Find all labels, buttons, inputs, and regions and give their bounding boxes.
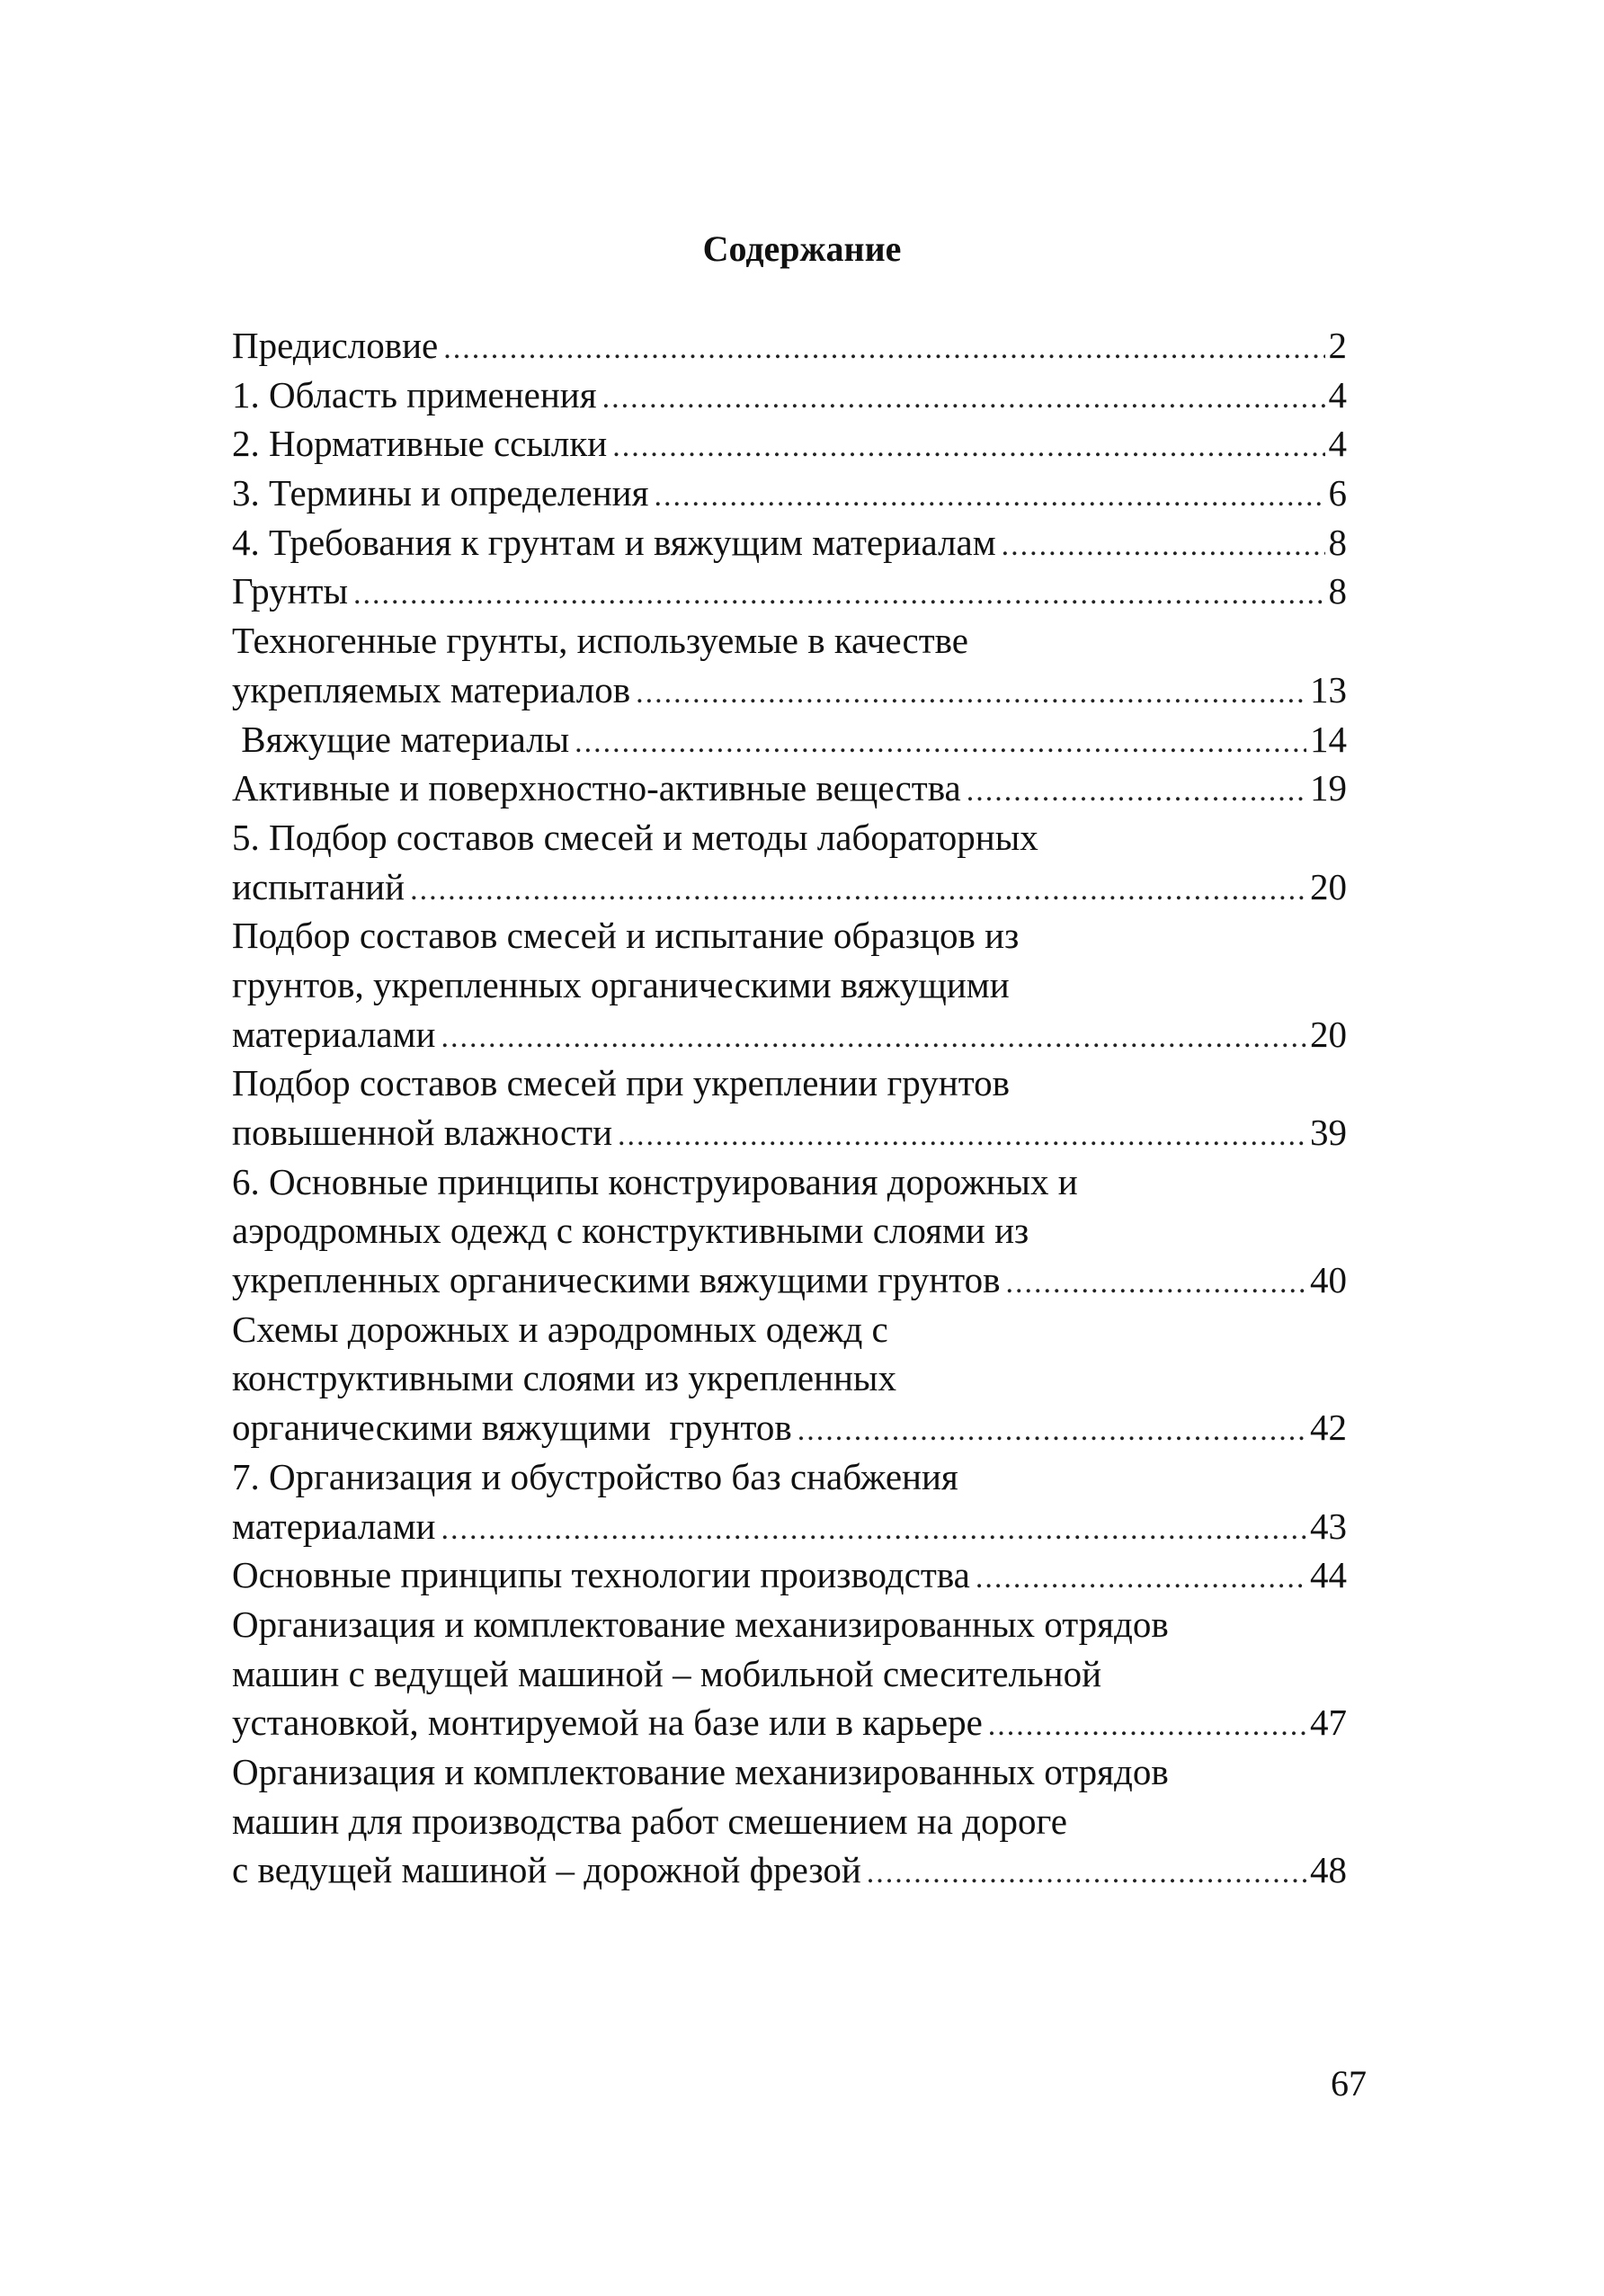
toc-page-number: 20 — [1310, 865, 1347, 907]
toc-entry-line — [232, 960, 1347, 1010]
toc-entry-line — [232, 911, 1347, 960]
toc-page-number: 43 — [1310, 1505, 1347, 1547]
toc-leader-dots — [1005, 1259, 1306, 1309]
toc-entry-text: Вяжущие материалы — [232, 718, 570, 760]
toc-leader-dots — [1002, 522, 1325, 571]
toc-entry — [232, 764, 1347, 813]
toc-entry-text: повышенной влажности — [232, 1112, 613, 1153]
toc-entry-text: 5. Подбор составов смесей и методы лабораторных — [232, 816, 1038, 858]
toc-entry-text: аэродромных одежд с конструктивными слоями из — [232, 1210, 1029, 1252]
toc-entry-text: Подбор составов смесей при укреплении грунтов — [232, 1062, 1010, 1104]
toc-leader-dots — [967, 767, 1306, 817]
toc-entry-text: Организация и комплектование механизированных отрядов — [232, 1603, 1169, 1645]
toc-page-number: 44 — [1310, 1554, 1347, 1596]
toc-entry — [232, 616, 1347, 714]
toc-entry-text: материалами — [232, 1013, 436, 1055]
toc-entry — [232, 321, 1347, 371]
toc-entry-line — [232, 1747, 1347, 1797]
toc-entry-text: машин для производства работ смешением на дороге — [232, 1800, 1068, 1842]
toc-entry-line — [232, 1305, 1347, 1354]
toc-entry-text: конструктивными слоями из укрепленных — [232, 1357, 896, 1399]
toc-leader-dots — [798, 1407, 1306, 1456]
toc-entry-line — [232, 715, 1347, 764]
toc-entry — [232, 1550, 1347, 1600]
toc-entry-text: 1. Область применения — [232, 373, 597, 415]
toc-entry-text: Основные принципы технологии производства — [232, 1554, 970, 1596]
toc-leader-dots — [636, 669, 1306, 719]
toc-entry-line — [232, 1010, 1347, 1059]
toc-entry-text: материалами — [232, 1505, 436, 1547]
toc-entry-text: Организация и комплектование механизированных отрядов — [232, 1750, 1169, 1792]
toc-entry-text: испытаний — [232, 865, 405, 907]
toc-entry-line — [232, 1157, 1347, 1207]
toc-entry-line — [232, 1353, 1347, 1403]
toc-entry-line — [232, 1845, 1347, 1895]
toc-entry-line — [232, 1550, 1347, 1600]
toc-leader-dots — [654, 472, 1324, 522]
toc-page-number: 8 — [1328, 521, 1347, 563]
toc-leader-dots — [988, 1702, 1306, 1751]
toc-entry-line — [232, 1452, 1347, 1502]
toc-entry-text: 2. Нормативные ссылки — [232, 423, 608, 465]
toc-leader-dots — [443, 325, 1324, 374]
toc-page-number: 4 — [1328, 423, 1347, 465]
toc-entry — [232, 1747, 1347, 1895]
toc-page-number: 4 — [1328, 373, 1347, 415]
toc-entry-line — [232, 419, 1347, 469]
toc-entry — [232, 911, 1347, 1059]
toc-entry-line — [232, 371, 1347, 420]
toc-entry-text: укрепляемых материалов — [232, 668, 631, 710]
toc-entry — [232, 1600, 1347, 1747]
toc-entry — [232, 813, 1347, 911]
toc-entry-line — [232, 764, 1347, 813]
toc-entry-text: 6. Основные принципы конструирования дорожных и — [232, 1160, 1078, 1202]
toc-entry-line — [232, 567, 1347, 616]
toc-entry-text: 3. Термины и определения — [232, 472, 649, 514]
toc-entry — [232, 419, 1347, 469]
toc-entry — [232, 1452, 1347, 1550]
toc-entry-line — [232, 1059, 1347, 1108]
page-title: Содержание — [702, 228, 902, 269]
toc-page-number: 13 — [1310, 668, 1347, 710]
toc-entry-text: 7. Организация и обустройство баз снабжения — [232, 1455, 958, 1497]
toc-entry — [232, 1059, 1347, 1157]
toc-entry-text: грунтов, укрепленных органическими вяжущими — [232, 963, 1010, 1005]
table-of-contents — [232, 321, 1347, 1895]
toc-page-number: 14 — [1310, 718, 1347, 760]
toc-entry-text: укрепленных органическими вяжущими грунтов — [232, 1259, 1001, 1301]
toc-page-number: 8 — [1328, 570, 1347, 612]
toc-entry-text: Грунты — [232, 570, 348, 612]
toc-entry-line — [232, 469, 1347, 518]
toc-entry-line — [232, 813, 1347, 862]
toc-page-number: 40 — [1310, 1259, 1347, 1301]
toc-entry-line — [232, 666, 1347, 715]
toc-entry-text: Предисловие — [232, 325, 439, 366]
toc-entry-line — [232, 1600, 1347, 1649]
toc-page-number: 42 — [1310, 1407, 1347, 1449]
toc-leader-dots — [602, 374, 1325, 424]
toc-page-number: 2 — [1328, 325, 1347, 366]
toc-entry — [232, 1305, 1347, 1452]
toc-entry-line — [232, 1206, 1347, 1255]
toc-entry-line — [232, 1108, 1347, 1157]
toc-entry-text: Техногенные грунты, используемые в качестве — [232, 620, 968, 662]
toc-entry — [232, 1157, 1347, 1305]
toc-leader-dots — [612, 423, 1324, 472]
toc-leader-dots — [410, 866, 1306, 916]
toc-entry-text: Активные и поверхностно-активные вещества — [232, 767, 961, 809]
toc-entry-line — [232, 1698, 1347, 1747]
toc-entry-line — [232, 616, 1347, 666]
toc-entry — [232, 371, 1347, 420]
toc-entry-line — [232, 862, 1347, 912]
toc-entry-text: Схемы дорожных и аэродромных одежд с — [232, 1308, 888, 1350]
toc-page-number: 39 — [1310, 1112, 1347, 1153]
toc-entry-text: Подбор составов смесей и испытание образцов из — [232, 915, 1020, 957]
toc-leader-dots — [976, 1554, 1306, 1604]
toc-leader-dots — [867, 1849, 1306, 1898]
toc-entry-text: машин с ведущей машиной – мобильной смесительной — [232, 1652, 1102, 1694]
toc-entry-line — [232, 1649, 1347, 1699]
toc-entry-text: органическими вяжущими грунтов — [232, 1407, 792, 1449]
toc-entry — [232, 469, 1347, 518]
toc-leader-dots — [575, 719, 1306, 768]
toc-leader-dots — [441, 1505, 1306, 1555]
toc-entry-text: 4. Требования к грунтам и вяжущим материалам — [232, 521, 996, 563]
toc-entry-text: с ведущей машиной – дорожной фрезой — [232, 1849, 861, 1891]
toc-leader-dots — [618, 1112, 1306, 1161]
toc-entry — [232, 518, 1347, 567]
toc-leader-dots — [353, 570, 1325, 620]
toc-page-number: 20 — [1310, 1013, 1347, 1055]
toc-entry-line — [232, 1255, 1347, 1305]
toc-entry-line — [232, 518, 1347, 567]
toc-page-number: 47 — [1310, 1702, 1347, 1744]
toc-entry-line — [232, 1797, 1347, 1846]
toc-entry-line — [232, 1502, 1347, 1551]
toc-entry — [232, 715, 1347, 764]
toc-page-number: 19 — [1310, 767, 1347, 809]
toc-entry-text: установкой, монтируемой на базе или в карьере — [232, 1702, 983, 1744]
toc-page-number: 48 — [1310, 1849, 1347, 1891]
toc-entry-line — [232, 321, 1347, 371]
toc-entry — [232, 567, 1347, 616]
page-number: 67 — [1331, 2063, 1367, 2104]
toc-entry-line — [232, 1403, 1347, 1452]
toc-page-number: 6 — [1328, 472, 1347, 514]
toc-leader-dots — [441, 1014, 1306, 1063]
